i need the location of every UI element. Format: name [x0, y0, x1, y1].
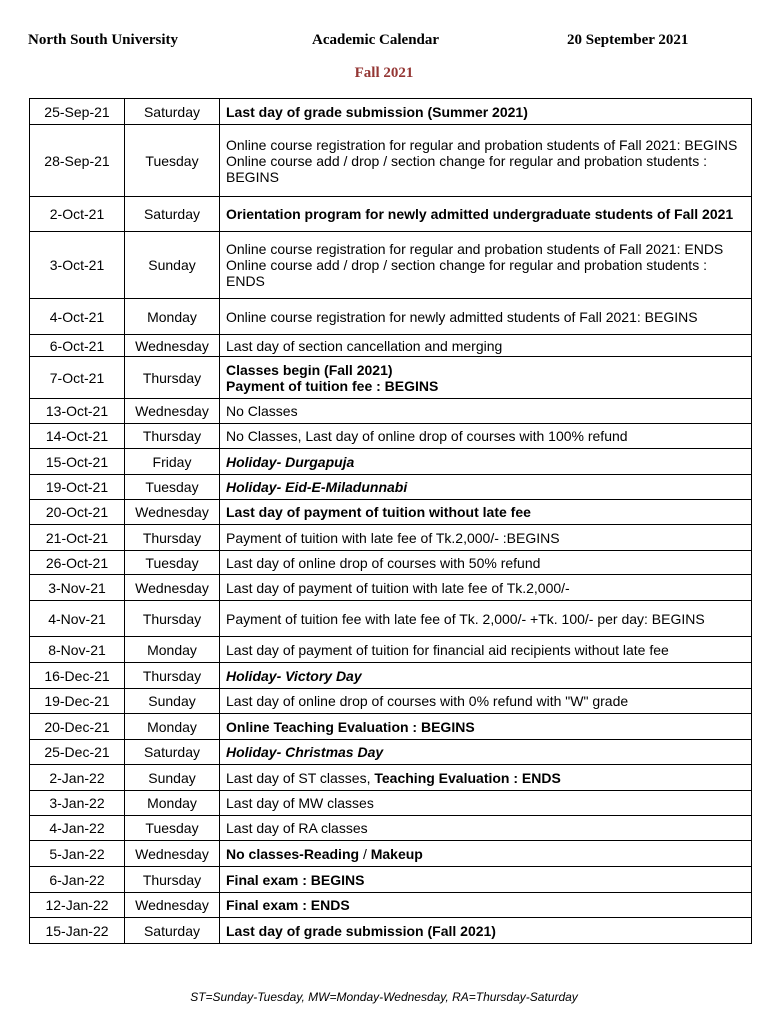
event-date: 3-Jan-22	[30, 791, 125, 816]
event-text: Last day of grade submission (Summer 2021)	[226, 103, 528, 120]
event-day: Wednesday	[125, 500, 220, 525]
event-line	[226, 719, 747, 735]
event-day: Saturday	[125, 99, 220, 125]
event-line	[226, 378, 747, 394]
event-line	[226, 611, 747, 627]
event-date: 7-Oct-21	[30, 357, 125, 399]
event-description	[220, 601, 752, 637]
event-day: Sunday	[125, 689, 220, 714]
event-day: Wednesday	[125, 893, 220, 918]
table-row	[30, 99, 752, 125]
event-text: Last day of online drop of courses with 50% refund	[226, 554, 541, 571]
event-day: Monday	[125, 791, 220, 816]
event-date: 15-Jan-22	[30, 918, 125, 944]
event-line	[226, 820, 747, 836]
event-date: 19-Oct-21	[30, 475, 125, 500]
event-description	[220, 197, 752, 232]
event-text: Last day of section cancellation and merging	[226, 337, 503, 354]
event-text: /	[359, 845, 371, 862]
calendar-rows	[30, 99, 752, 944]
event-date: 2-Jan-22	[30, 765, 125, 791]
event-text: Online course registration for newly admitted students of Fall 2021: BEGINS	[226, 308, 698, 325]
event-description	[220, 918, 752, 944]
event-date: 20-Dec-21	[30, 714, 125, 740]
table-row	[30, 424, 752, 449]
table-row	[30, 689, 752, 714]
event-date: 13-Oct-21	[30, 399, 125, 424]
event-text: Online course registration for regular and probation students of Fall 2021: BEGINS	[226, 136, 738, 153]
event-day: Thursday	[125, 867, 220, 893]
event-date: 25-Dec-21	[30, 740, 125, 765]
event-text: Online course add / drop / section change for regular and probation students : ENDS	[226, 257, 707, 289]
event-line	[226, 428, 747, 444]
event-date: 26-Oct-21	[30, 551, 125, 575]
event-line	[226, 897, 747, 913]
event-line	[226, 530, 747, 546]
event-description	[220, 475, 752, 500]
table-row	[30, 714, 752, 740]
event-day: Tuesday	[125, 816, 220, 841]
event-day: Thursday	[125, 663, 220, 689]
event-text: Holiday- Victory Day	[226, 667, 362, 684]
event-text: Online Teaching Evaluation : BEGINS	[226, 718, 475, 735]
event-description	[220, 714, 752, 740]
event-day: Thursday	[125, 424, 220, 449]
event-description	[220, 357, 752, 399]
event-line	[226, 642, 747, 658]
event-date: 12-Jan-22	[30, 893, 125, 918]
table-row	[30, 299, 752, 335]
table-row	[30, 740, 752, 765]
event-date: 3-Nov-21	[30, 575, 125, 601]
event-description	[220, 816, 752, 841]
event-description	[220, 299, 752, 335]
table-row	[30, 449, 752, 475]
event-description	[220, 449, 752, 475]
event-day: Sunday	[125, 765, 220, 791]
event-description	[220, 125, 752, 197]
event-text: Last day of ST classes,	[226, 769, 375, 786]
event-text: Final exam : ENDS	[226, 897, 350, 913]
event-date: 6-Jan-22	[30, 867, 125, 893]
event-day: Wednesday	[125, 335, 220, 357]
event-line	[226, 338, 747, 354]
event-text: Holiday- Christmas Day	[226, 744, 384, 760]
event-line	[226, 668, 747, 684]
event-description	[220, 232, 752, 299]
event-date: 15-Oct-21	[30, 449, 125, 475]
table-row	[30, 197, 752, 232]
event-line	[226, 693, 747, 709]
event-description	[220, 765, 752, 791]
event-text: No Classes, Last day of online drop of courses with 100% refund	[226, 428, 628, 444]
event-date: 8-Nov-21	[30, 637, 125, 663]
event-line	[226, 309, 747, 325]
table-row	[30, 551, 752, 575]
table-row	[30, 893, 752, 918]
event-line	[226, 241, 747, 257]
event-description	[220, 841, 752, 867]
event-line	[226, 923, 747, 939]
event-description	[220, 893, 752, 918]
event-text: Last day of payment of tuition for financial aid recipients without late fee	[226, 641, 669, 658]
event-description	[220, 637, 752, 663]
table-row	[30, 918, 752, 944]
event-text: No classes-Reading	[226, 845, 360, 862]
event-day: Sunday	[125, 232, 220, 299]
event-description	[220, 99, 752, 125]
event-day: Thursday	[125, 601, 220, 637]
event-date: 6-Oct-21	[30, 335, 125, 357]
event-line	[226, 770, 747, 786]
event-description	[220, 740, 752, 765]
table-row	[30, 841, 752, 867]
event-line	[226, 137, 747, 153]
event-text: Last day of payment of tuition with late fee of Tk.2,000/-	[226, 579, 570, 596]
event-day: Saturday	[125, 918, 220, 944]
event-date: 21-Oct-21	[30, 525, 125, 551]
event-day: Monday	[125, 299, 220, 335]
event-description	[220, 551, 752, 575]
event-text: Holiday- Eid-E-Miladunnabi	[226, 479, 408, 495]
event-line	[226, 795, 747, 811]
table-row	[30, 663, 752, 689]
event-text: Payment of tuition with late fee of Tk.2,000/- :BEGINS	[226, 529, 560, 546]
event-date: 25-Sep-21	[30, 99, 125, 125]
table-row	[30, 791, 752, 816]
table-row	[30, 232, 752, 299]
event-text: Teaching Evaluation : ENDS	[374, 769, 561, 786]
event-day: Monday	[125, 714, 220, 740]
table-row	[30, 500, 752, 525]
event-text: Orientation program for newly admitted undergraduate students of Fall 2021	[226, 206, 734, 222]
event-line	[226, 744, 747, 760]
event-line	[226, 872, 747, 888]
event-text: Payment of tuition fee with late fee of Tk. 2,000/- +Tk. 100/- per day: BEGINS	[226, 610, 705, 627]
event-line	[226, 104, 747, 120]
table-row	[30, 335, 752, 357]
event-text: No Classes	[226, 403, 298, 419]
event-day: Wednesday	[125, 399, 220, 424]
event-text: Last day of grade submission (Fall 2021)	[226, 922, 496, 939]
event-day: Saturday	[125, 740, 220, 765]
event-text: Last day of online drop of courses with 0% refund with "W" grade	[226, 693, 629, 709]
event-date: 28-Sep-21	[30, 125, 125, 197]
event-text: Classes begin (Fall 2021)	[226, 361, 393, 378]
event-description	[220, 867, 752, 893]
event-description	[220, 663, 752, 689]
table-row	[30, 601, 752, 637]
event-date: 4-Jan-22	[30, 816, 125, 841]
event-text: Makeup	[370, 845, 423, 862]
table-row	[30, 816, 752, 841]
event-description	[220, 399, 752, 424]
document-title: Academic Calendar	[312, 32, 440, 48]
page-header	[0, 32, 768, 52]
event-date: 3-Oct-21	[30, 232, 125, 299]
event-date: 4-Oct-21	[30, 299, 125, 335]
event-date: 5-Jan-22	[30, 841, 125, 867]
event-day: Saturday	[125, 197, 220, 232]
event-date: 4-Nov-21	[30, 601, 125, 637]
event-description	[220, 791, 752, 816]
event-day: Wednesday	[125, 841, 220, 867]
event-day: Wednesday	[125, 575, 220, 601]
event-text: Online course registration for regular and probation students of Fall 2021: ENDS	[226, 241, 724, 257]
event-text: Last day of MW classes	[226, 795, 374, 811]
event-date: 20-Oct-21	[30, 500, 125, 525]
event-text: Online course add / drop / section change for regular and probation students : BEGINS	[226, 152, 707, 185]
event-description	[220, 689, 752, 714]
event-line	[226, 479, 747, 495]
event-line	[226, 846, 747, 862]
event-description	[220, 575, 752, 601]
table-row	[30, 867, 752, 893]
table-row	[30, 525, 752, 551]
university-name: North South University	[28, 32, 179, 48]
table-row	[30, 475, 752, 500]
event-description	[220, 525, 752, 551]
document-date: 20 September 2021	[567, 32, 689, 48]
event-text: Holiday- Durgapuja	[226, 453, 355, 470]
event-date: 14-Oct-21	[30, 424, 125, 449]
event-date: 19-Dec-21	[30, 689, 125, 714]
event-text: Last day of RA classes	[226, 820, 368, 836]
table-row	[30, 637, 752, 663]
event-line	[226, 206, 747, 222]
event-text: Final exam : BEGINS	[226, 871, 365, 888]
event-date: 2-Oct-21	[30, 197, 125, 232]
table-row	[30, 575, 752, 601]
event-description	[220, 335, 752, 357]
academic-calendar-table	[29, 98, 752, 944]
event-description	[220, 424, 752, 449]
event-line	[226, 504, 747, 520]
term-title: Fall 2021	[354, 65, 414, 81]
event-line	[226, 257, 747, 289]
event-day: Friday	[125, 449, 220, 475]
event-text: Last day of payment of tuition without late fee	[226, 504, 531, 520]
table-row	[30, 357, 752, 399]
event-line	[226, 403, 747, 419]
footnote: ST=Sunday-Tuesday, MW=Monday-Wednesday, RA=Thursday-Saturday	[190, 990, 578, 1004]
event-line	[226, 362, 747, 378]
event-day: Tuesday	[125, 551, 220, 575]
event-day: Monday	[125, 637, 220, 663]
table-row	[30, 765, 752, 791]
event-day: Tuesday	[125, 125, 220, 197]
event-text: Payment of tuition fee : BEGINS	[226, 377, 439, 394]
event-line	[226, 153, 747, 185]
event-line	[226, 555, 747, 571]
table-row	[30, 399, 752, 424]
event-date: 16-Dec-21	[30, 663, 125, 689]
table-row	[30, 125, 752, 197]
event-day: Thursday	[125, 357, 220, 399]
event-line	[226, 580, 747, 596]
event-description	[220, 500, 752, 525]
event-day: Tuesday	[125, 475, 220, 500]
event-line	[226, 454, 747, 470]
event-day: Thursday	[125, 525, 220, 551]
